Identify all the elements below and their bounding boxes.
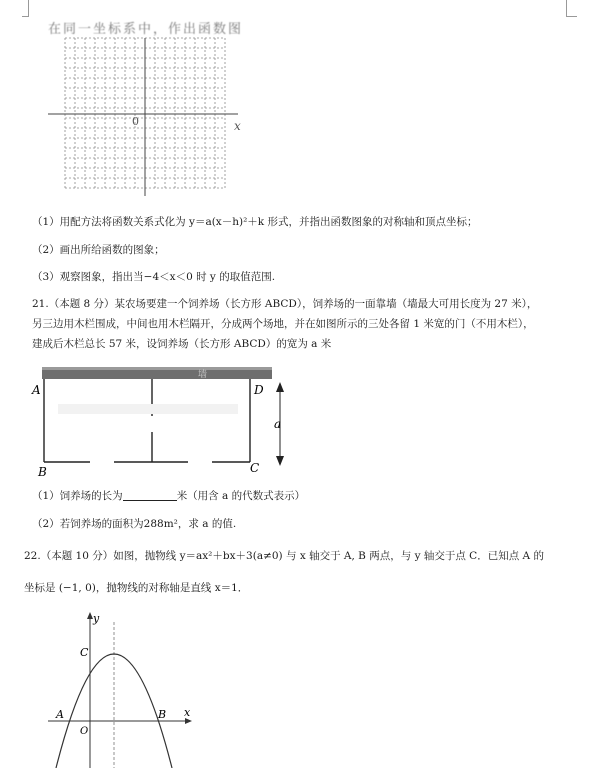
- q22-label-o: O: [80, 726, 89, 737]
- q21-length-a: a: [274, 417, 282, 431]
- q20-part3: （3）观察图象，指出当−4＜x＜0 时 y 的取值范围.: [32, 271, 276, 283]
- q22-intro-line2: 坐标是 (−1, 0)，抛物线的对称轴是直线 x＝1．: [24, 582, 249, 594]
- q21-intro-line2: 另三边用木栏围成，中间也用木栏隔开，分成两个场地，并在如图所示的三处各留 1 米宽的门（不用木栏），: [32, 318, 534, 330]
- q20-origin-label: 0: [132, 115, 139, 128]
- corner-mark-right: [566, 0, 577, 17]
- q20-coordinate-grid: [40, 28, 255, 200]
- q20-part2: （2）画出所给函数的图象；: [32, 244, 165, 256]
- corner-mark-left: [22, 0, 29, 17]
- q21-intro-line3: 建成后木栏总长 57 米，设饲养场（长方形 ABCD）的宽为 a 米: [32, 338, 332, 350]
- q21-part1-suffix: 米（用含 a 的代数式表示）: [176, 490, 306, 502]
- q21-wall-label: 墙: [198, 370, 208, 380]
- q21-part1-prefix: （1）饲养场的长为: [32, 490, 123, 502]
- q22-parabola-curve: [56, 654, 172, 768]
- q21-part1: [32, 489, 305, 503]
- q21-point-a: A: [32, 383, 41, 397]
- q21-point-b: B: [38, 465, 47, 479]
- q21-point-d: D: [254, 383, 264, 397]
- q22-intro-line1: 22.（本题 10 分）如图，抛物线 y＝ax²＋bx＋3(a≠0) 与 x 轴交于 A, B 两点，与 y 轴交于点 C．已知点 A 的: [24, 550, 544, 562]
- q22-label-y: y: [93, 612, 100, 625]
- q20-grid-heading: 在同一坐标系中，作出函数图: [48, 22, 244, 37]
- q20-x-label: x: [234, 119, 241, 133]
- q21-part2: （2）若饲养场的面积为288m²，求 a 的值.: [32, 518, 237, 530]
- q21-farm-diagram: [28, 362, 308, 480]
- q22-label-a: A: [56, 708, 64, 721]
- q21-point-c: C: [250, 461, 260, 475]
- q22-parabola-figure: [40, 608, 210, 768]
- q20-part1: （1）用配方法将函数关系式化为 y＝a(x－h)²＋k 形式，并指出函数图象的对称轴和顶点坐标；: [32, 216, 478, 228]
- q21-answer-blank[interactable]: [123, 490, 177, 501]
- q22-label-c: C: [80, 646, 89, 659]
- q22-label-x: x: [184, 706, 191, 719]
- q22-label-b: B: [158, 708, 167, 721]
- q21-intro-line1: 21.（本题 8 分）某农场要建一个饲养场（长方形 ABCD），饲养场的一面靠墙（墙最大可用长度为 27 米），: [32, 298, 538, 310]
